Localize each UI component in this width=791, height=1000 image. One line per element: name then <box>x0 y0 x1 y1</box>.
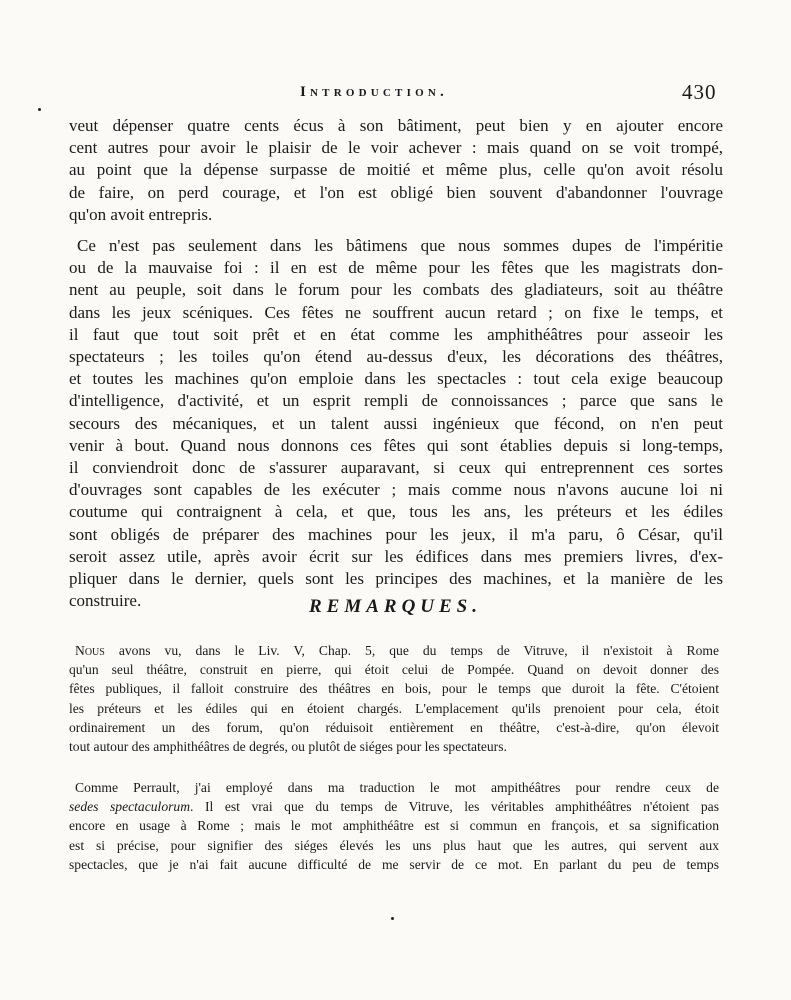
note-line: qu'un seul théâtre, construit en pierre, qui étoit celui de Pompée. Quand on devoit donner des <box>69 662 719 678</box>
text-line: sont obligés de préparer des machines pour les jeux, il m'a paru, ô César, qu'il <box>69 524 723 544</box>
remark-note-2 <box>69 778 719 874</box>
text-line: veut dépenser quatre cents écus à son bâtiment, peut bien y en ajouter encore <box>69 116 723 135</box>
text-line: dans les jeux scéniques. Ces fêtes ne souffrent aucun retard ; on fixe le temps, et <box>69 302 723 322</box>
margin-speck <box>38 108 41 111</box>
text-line: il faut que tout soit prêt et en état comme les amphithéâtres pour asseoir les <box>69 324 723 344</box>
text-line: secours des mécaniques, et un talent aussi ingénieux que fécond, on n'en peut <box>69 413 723 433</box>
latin-phrase: sedes spectaculorum <box>69 799 191 815</box>
text-line: d'ouvrages sont capables de les exécuter ; mais comme nous n'avons aucune loi ni <box>69 480 723 500</box>
note-line: les préteurs et les édiles qui en étoient chargés. L'emplacement qu'ils prenoient pour cela, étoit <box>69 700 719 716</box>
text-line: coutume qui contraignent à cela, et que, tous les ans, les préteurs et les édiles <box>69 502 723 522</box>
text-line: d'intelligence, d'activité, et un esprit rempli de connoissances ; parce que sans le <box>69 391 723 411</box>
text-line: qu'on avoit entrepris. <box>69 204 213 224</box>
remarks-heading: REMARQUES. <box>308 596 483 617</box>
text-line: au point que la dépense surpasse de moitié et même plus, celle qu'on avoit résolu <box>69 160 723 180</box>
text-line: seroit assez utile, après avoir écrit sur les édifices dans mes premiers livres, d'ex- <box>69 546 723 566</box>
note-line <box>69 641 719 660</box>
text-line: nent au peuple, soit dans le forum pour les combats des gladiateurs, soit au théâtre <box>69 280 723 300</box>
text-line: ou de la mauvaise foi : il en est de même pour les fêtes que les magistrats don- <box>69 258 723 278</box>
margin-speck <box>391 917 394 920</box>
note-line-text: . Il est vrai que du temps de Vitruve, les véritables amphithéâtres n'étoient pas <box>190 799 719 815</box>
main-paragraph-1 <box>69 115 723 226</box>
note-line: fêtes publiques, il falloit construire des théâtres en bois, pour le temps que duroit la fête. C'étoient <box>69 681 719 697</box>
text-line: spectateurs ; les toiles qu'on étend au-dessus d'eux, les décorations des théâtres, <box>69 347 723 367</box>
note-line: spectacles, que je n'ai fait aucune difficulté de me servir de ce mot. En parlant du peu de temps <box>69 856 719 872</box>
main-paragraph-2 <box>69 235 723 612</box>
text-line: Ce n'est pas seulement dans les bâtimens que nous sommes dupes de l'impéritie <box>77 236 723 255</box>
running-title: Introduction. <box>300 84 448 100</box>
remark-note-1 <box>69 641 719 756</box>
note-line: Comme Perrault, j'ai employé dans ma traduction le mot ampithéâtres pour rendre ceux de <box>75 780 719 795</box>
note-line <box>69 797 719 816</box>
note-line: encore en usage à Rome ; mais le mot amphithéâtre est si commun en françois, et sa signification <box>69 818 719 834</box>
text-line: il conviendroit donc de s'assurer auparavant, si ceux qui entreprennent ces sortes <box>69 458 723 478</box>
note-line-text: avons vu, dans le Liv. V, Chap. 5, que du temps de Vitruve, il n'existoit à Rome <box>104 643 719 658</box>
text-line: cent autres pour avoir le plaisir de le voir achever : mais quand on se voit trompé, <box>69 138 723 158</box>
text-line: venir à bout. Quand nous donnons ces fêtes qui sont établies depuis si long-temps, <box>69 435 723 455</box>
note-line: tout autour des amphithéâtres de degrés, ou plutôt de siéges pour les spectateurs. <box>69 739 507 755</box>
text-line: de faire, on perd courage, et l'on est obligé bien souvent d'abandonner l'ouvrage <box>69 182 723 202</box>
note-line: est si précise, pour signifier des siéges élevés les uns plus haut que les autres, qui servent aux <box>69 837 719 853</box>
note-line: ordinairement un des forum, qu'on réduisoit entièrement en théâtre, c'est-à-dire, qu'on élevoit <box>69 719 719 735</box>
drop-word: Nous <box>75 643 105 658</box>
text-line: construire. <box>69 591 142 611</box>
text-line: et toutes les machines qu'on emploie dans les spectacles : tout cela exige beaucoup <box>69 369 723 389</box>
text-line: pliquer dans le dernier, quels sont les principes des machines, et la manière de les <box>69 569 723 589</box>
page-number: 430 <box>682 80 717 104</box>
